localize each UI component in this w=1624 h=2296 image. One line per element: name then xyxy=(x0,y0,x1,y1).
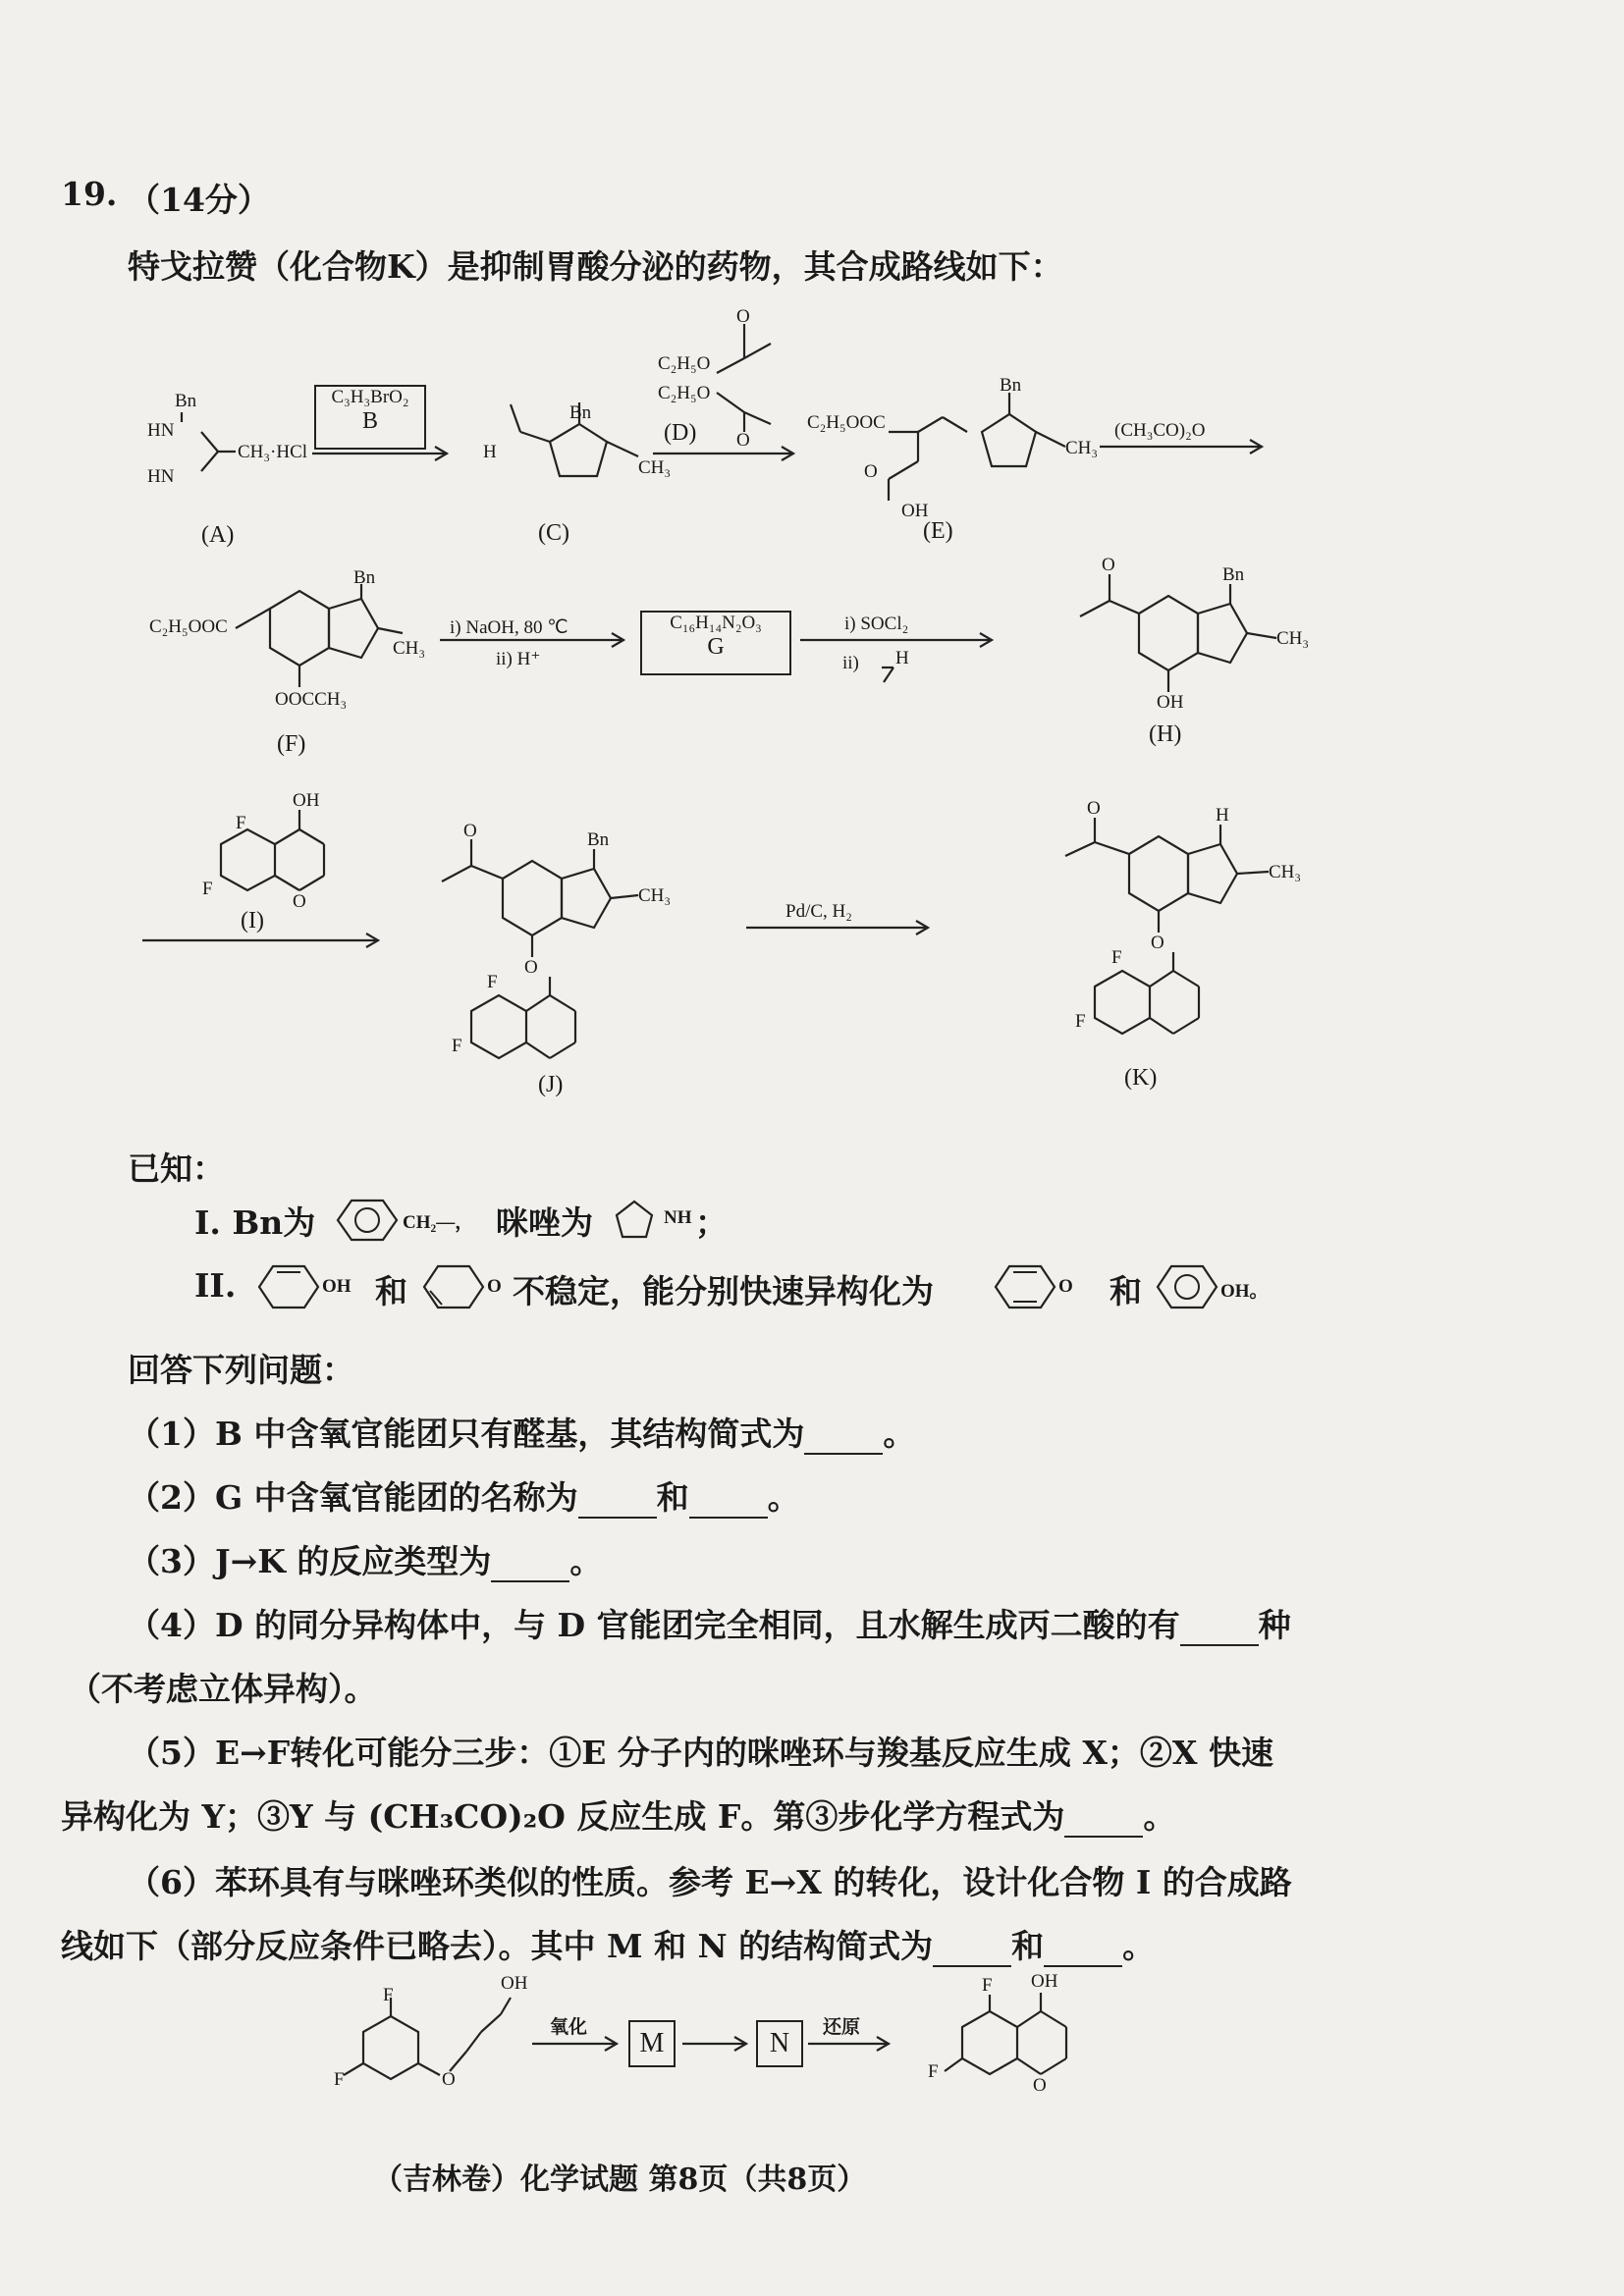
j-o-label: O xyxy=(463,821,477,841)
q3-blank[interactable] xyxy=(491,1553,569,1582)
compound-k-label: (K) xyxy=(1124,1065,1158,1091)
route-reduction: 还原 xyxy=(823,2017,861,2038)
q6-blank-1[interactable] xyxy=(933,1938,1011,1967)
ch3hcl-label: CH₃·HCl xyxy=(238,442,308,462)
reagent-b-label: B xyxy=(361,408,378,434)
i-f-label-1: F xyxy=(236,813,246,833)
q1-end: 。 xyxy=(883,1415,916,1453)
reagent-amine: ii) xyxy=(842,653,859,673)
reagent-ac2o: (CH₃CO)₂O xyxy=(1114,420,1206,441)
d-c2h5o-label-1: C₂H₅O xyxy=(658,353,711,374)
i-f-label-2: F xyxy=(202,879,213,899)
route-oh-2: OH xyxy=(1031,1971,1058,1992)
q2-blank-2[interactable] xyxy=(689,1489,768,1519)
question-6-line2 xyxy=(61,1921,1155,1967)
q2-blank-1[interactable] xyxy=(578,1489,657,1519)
q4-line2: （不考虑立体异构）。 xyxy=(69,1670,377,1708)
q3-text: （3）J→K 的反应类型为 xyxy=(128,1542,492,1580)
q5-blank[interactable] xyxy=(1064,1808,1143,1838)
k-f-label-1: F xyxy=(1111,947,1122,968)
q2-and: 和 xyxy=(656,1478,689,1517)
route-n-box: N xyxy=(756,2020,803,2067)
benzene-ring-icon xyxy=(334,1196,401,1245)
q4-unit: 种 xyxy=(1258,1606,1291,1644)
q5-line1: （5）E→F转化可能分三步：①E 分子内的咪唑环与羧基反应生成 X；②X 快速 xyxy=(128,1734,1274,1772)
d-o-label-2: O xyxy=(736,430,750,451)
q6-end: 。 xyxy=(1122,1927,1156,1965)
f-ch3-label: CH₃ xyxy=(393,638,426,659)
i-oh-label: OH xyxy=(293,790,320,811)
known-bn-group: CH₂—， xyxy=(403,1212,474,1233)
k-o-ether: O xyxy=(1151,933,1164,953)
route-o: O xyxy=(442,2069,456,2090)
known-ii-o1: O xyxy=(487,1276,502,1297)
route-f-3: F xyxy=(982,1975,993,1996)
q6-line2: 线如下（部分反应条件已略去）。其中 M 和 N 的结构简式为 xyxy=(61,1927,934,1965)
c-h-label: H xyxy=(483,442,497,462)
answer-prompt: 回答下列问题： xyxy=(128,1351,354,1389)
q2-text: （2）G 中含氧官能团的名称为 xyxy=(128,1478,578,1517)
known-ii-prefix: II. xyxy=(194,1266,237,1305)
c-bn-label: Bn xyxy=(569,402,592,423)
imidazole-ring-icon xyxy=(607,1196,662,1245)
compound-i-label: (I) xyxy=(241,908,264,934)
question-5-line2 xyxy=(61,1791,1175,1838)
j-bn-label: Bn xyxy=(587,829,610,850)
q2-end: 。 xyxy=(767,1478,800,1517)
known-title: 已知： xyxy=(128,1149,225,1188)
q6-line1: （6）苯环具有与咪唑环类似的性质。参考 E→X 的转化，设计化合物 I 的合成路 xyxy=(128,1863,1292,1901)
hn2-label: HN xyxy=(147,466,175,487)
page-footer: （吉林卷）化学试题 第8页（共8页） xyxy=(373,2163,867,2197)
cyclohexadienone-icon xyxy=(992,1261,1058,1312)
h-o-label: O xyxy=(1102,555,1115,575)
f-ester-label: C₂H₅OOC xyxy=(149,616,228,637)
reagent-acid: ii) H⁺ xyxy=(496,649,541,669)
j-f-label-2: F xyxy=(452,1036,462,1056)
cyclohexenone-icon xyxy=(420,1261,487,1312)
question-score: （14分） xyxy=(128,181,270,219)
known-ii-and2: 和 xyxy=(1110,1272,1142,1310)
k-f-label-2: F xyxy=(1075,1011,1086,1032)
route-o-2: O xyxy=(1033,2075,1047,2096)
j-ch3-label: CH₃ xyxy=(638,885,672,906)
q4-text: （4）D 的同分异构体中，与 D 官能团完全相同，且水解生成丙二酸的有 xyxy=(128,1606,1180,1644)
e-o-label: O xyxy=(864,461,878,482)
known-ii-oh2: OH。 xyxy=(1220,1281,1269,1302)
known-ii-o2: O xyxy=(1058,1276,1073,1297)
known-ii-text: 不稳定，能分别快速异构化为 xyxy=(513,1272,934,1310)
synthesis-scheme xyxy=(0,0,1624,1129)
q6-blank-2[interactable] xyxy=(1044,1938,1122,1967)
question-4 xyxy=(128,1600,1291,1646)
k-ch3-label: CH₃ xyxy=(1269,862,1302,882)
k-h-label: H xyxy=(1216,805,1229,826)
reagent-b-formula: C₃H₃BrO₂ xyxy=(331,387,409,407)
e-ester-label: C₂H₅OOC xyxy=(807,412,886,433)
q1-text: （1）B 中含氧官能团只有醛基，其结构简式为 xyxy=(128,1415,805,1453)
d-o-label-1: O xyxy=(736,306,750,327)
e-bn-label: Bn xyxy=(1000,375,1022,396)
q6-and: 和 xyxy=(1011,1927,1045,1965)
compound-f-label: (F) xyxy=(277,731,306,757)
h-oh-label: OH xyxy=(1157,692,1184,713)
compound-c-label: (C) xyxy=(538,520,569,546)
route-f-4: F xyxy=(928,2061,939,2082)
reagent-pd: Pd/C, H₂ xyxy=(785,901,852,922)
route-f-2: F xyxy=(334,2069,345,2090)
compound-e-label: (E) xyxy=(923,518,953,544)
compound-g-box xyxy=(640,611,791,675)
q5-line2: 异构化为 Y；③Y 与 (CH₃CO)₂O 反应生成 F。第③步化学方程式为 xyxy=(61,1797,1065,1836)
q5-end: 。 xyxy=(1143,1797,1176,1836)
i-o-label: O xyxy=(293,891,306,912)
q1-blank[interactable] xyxy=(804,1425,883,1455)
bn-label: Bn xyxy=(175,391,197,411)
question-3 xyxy=(128,1536,602,1582)
phenol-ring-icon xyxy=(1154,1261,1220,1312)
route-f-1: F xyxy=(383,1985,394,2005)
known-imidazole: 咪唑为 xyxy=(496,1203,593,1242)
e-ch3-label: CH₃ xyxy=(1065,438,1099,458)
known-ii-and1: 和 xyxy=(375,1272,407,1310)
j-f-label-1: F xyxy=(487,972,498,992)
q4-blank[interactable] xyxy=(1180,1617,1259,1646)
compound-j-label: (J) xyxy=(538,1072,564,1097)
known-ii-oh1: OH xyxy=(322,1276,352,1297)
route-oh-1: OH xyxy=(501,1973,528,1994)
question-1 xyxy=(128,1409,915,1455)
amine-h-label: H xyxy=(895,648,909,668)
reagent-b-box xyxy=(314,385,426,450)
j-o-ether: O xyxy=(524,957,538,978)
compound-g-label: G xyxy=(707,634,725,660)
compound-d-label: (D) xyxy=(664,420,697,446)
question-number: 19. xyxy=(61,175,118,213)
h-bn-label: Bn xyxy=(1222,564,1245,585)
known-imidazole-nh: NH xyxy=(664,1207,692,1228)
hn-label: HN xyxy=(147,420,175,441)
question-2 xyxy=(128,1472,800,1519)
route-m-box: M xyxy=(628,2020,676,2067)
route-oxidation: 氧化 xyxy=(550,2017,588,2038)
g-formula: C₁₆H₁₄N₂O₃ xyxy=(670,613,762,633)
cyclohexadienol-icon xyxy=(255,1261,322,1312)
f-bn-label: Bn xyxy=(353,567,376,588)
question-intro: 特戈拉赞（化合物K）是抑制胃酸分泌的药物，其合成路线如下： xyxy=(128,247,1063,286)
e-oh-label: OH xyxy=(901,501,929,521)
d-c2h5o-label-2: C₂H₅O xyxy=(658,383,711,403)
known-i-prefix: I. Bn为 xyxy=(194,1203,316,1242)
known-i-end: ； xyxy=(695,1203,728,1242)
k-o-label: O xyxy=(1087,798,1101,819)
f-oac-label: OOCCH₃ xyxy=(275,689,348,710)
compound-h-label: (H) xyxy=(1149,721,1182,747)
h-ch3-label: CH₃ xyxy=(1276,628,1310,649)
compound-a-label: (A) xyxy=(201,522,235,548)
reagent-socl2: i) SOCl₂ xyxy=(844,614,909,634)
reagent-naoh: i) NaOH, 80 ℃ xyxy=(450,617,568,638)
c-ch3-label: CH₃ xyxy=(638,457,672,478)
q3-end: 。 xyxy=(569,1542,603,1580)
